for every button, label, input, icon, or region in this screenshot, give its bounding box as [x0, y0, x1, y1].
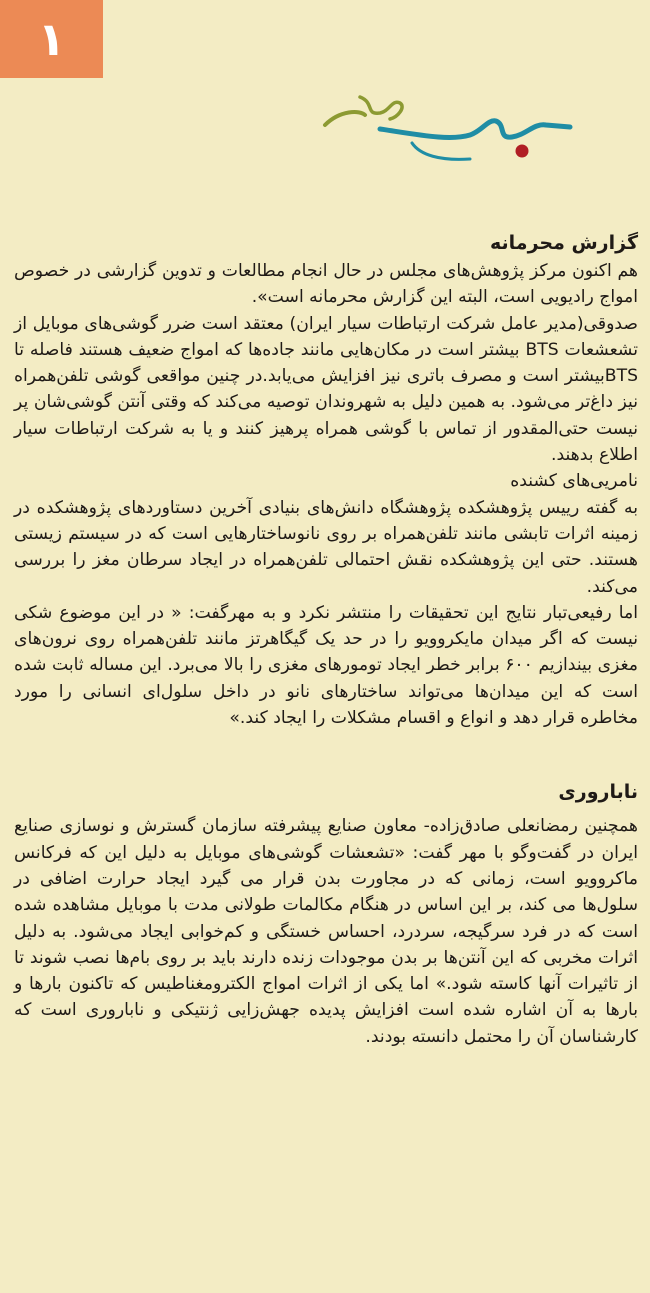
article-body — [14, 228, 638, 1050]
page-number-badge: ۱ — [0, 0, 103, 78]
paragraph: همچنین رمضانعلی صادق‌زاده- معاون صنایع پیشرفته سازمان گسترش و نوسازی صنایع ایران در گفت‌وگو با مهر گفت: «تشعشات گوشی‌های موبایل به دلیل این که فرکانس ماکروویو است، زمانی که در مجاورت بدن قرار می گیرد ایجاد حرارت اضافی در سلول‌ها می کند، بر این اساس در هنگام مکالمات طولانی مدت با موبایل مشاهده شده است که در فرد سرگیجه، سردرد، احساس خستگی و کم‌خوابی ایجاد می‌شود. به دلیل اثرات مخربی که این آنتن‌ها بر بدن موجودات زنده دارند باید بر روی بام‌ها نصب شوند تا از تاثیرات آنها کاسته شود.» اما یکی از اثرات امواج الکترومغناطیس که تاکنون بارها و بارها به آن اشاره شده است افزایش پدیده جهش‌زایی ژنتیکی و ناباروری است که کارشناسان آن را محتمل دانسته بودند. — [14, 816, 638, 1047]
section-title-deadly-invisibles: نامریی‌های کشنده — [510, 471, 638, 492]
section-title-confidential-report: گزارش محرمانه — [490, 232, 638, 254]
section-spacer — [14, 731, 638, 777]
paragraph: به گفته رییس پژوهشکده پژوهشگاه دانش‌های بنیادی آخرین دستاوردهای پژوهشکده در زمینه اثرات تابشی مانند تلفن‌همراه بر روی نانوساختارهایی است که در سیستم زیستی هستند. حتی این پژوهشکده نقش احتمالی تلفن‌همراه در ایجاد سرطان مغز را بررسی می‌کند. — [14, 497, 638, 597]
sibak-logo — [320, 85, 580, 175]
paragraph: اما رفیعی‌تبار نتایج این تحقیقات را منتشر نکرد و به مهرگفت: « در این موضوع شکی نیست که اگر میدان مایکروویو را در حد یک گیگاهرتز مانند تلفن‌همراه روی نرون‌های مغزی بیندازیم ۶۰۰ برابر خطر ایجاد تومورهای مغزی را بالا می‌برد. این مساله ثابت شده است که این میدان‌ها می‌تواند ساختارهای نانو در داخل سلول‌ای انسانی را مورد مخاطره قرار دهد و انواع و اقسام مشکلات را ایجاد کند.» — [14, 602, 638, 729]
paragraph: صدوقی(مدیر عامل شرکت ارتباطات سیار ایران) معتقد است ضرر گوشی‌های موبایل از تشعشعات BTS بیشتر است در مکان‌هایی مانند جاده‌ها که امواج ضعیف هستند فاصله تا BTSبیشتر است و مصرف باتری نیز افزایش می‌یابد.در چنین مواقعی گوشی تلفن‌همراه نیز داغ‌تر می‌شود. به همین دلیل به شهروندان توصیه می‌کند که وقتی آنتن گوشی‌شان پر نیست حتی‌المقدور از تماس با گوشی همراه پرهیز کنند و یا به شرکت ارتباطات سیار اطلاع بدهند. — [14, 313, 638, 466]
section-title-infertility: ناباروری — [558, 781, 638, 804]
paragraph: هم اکنون مرکز پژوهش‌های مجلس در حال انجام مطالعات و تدوین گزارشی در خصوص امواج رادیویی است، البته این گزارش محرمانه است». — [14, 261, 638, 308]
